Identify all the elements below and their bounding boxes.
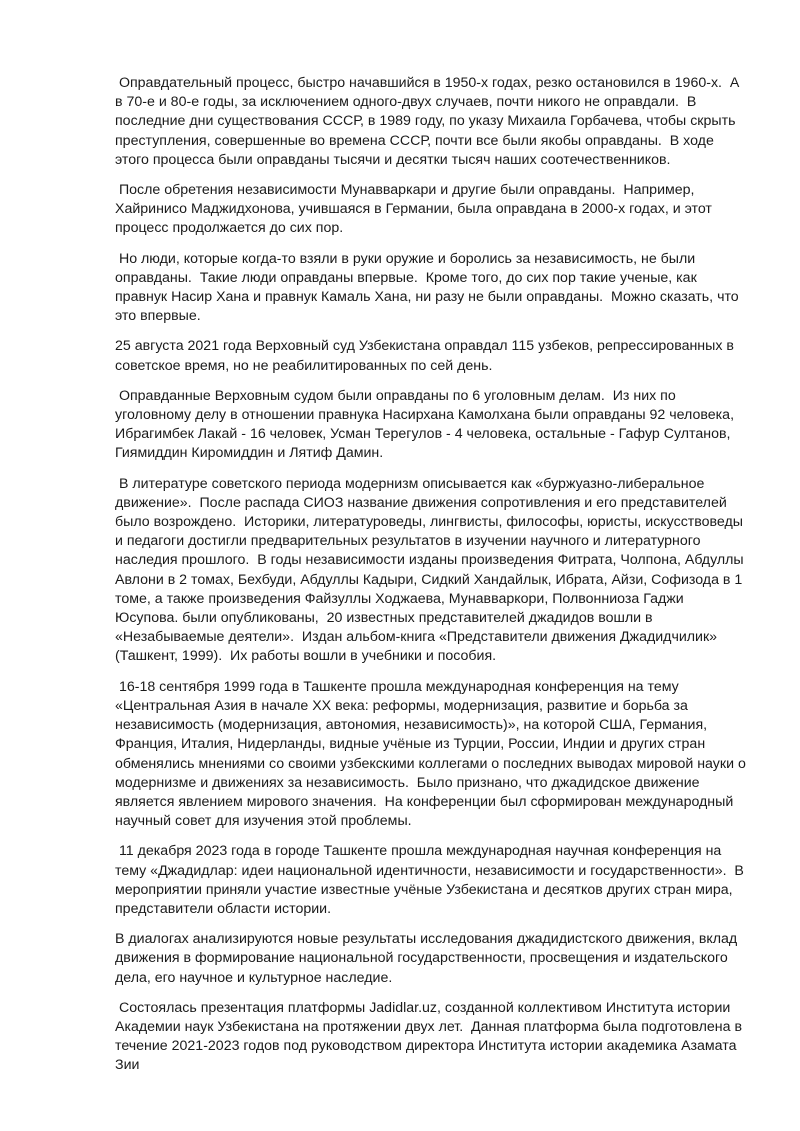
paragraph: Но люди, которые когда-то взяли в руки оружие и боролись за независимость, не были оправданы. Такие люди оправданы впервые. Кроме того, до сих пор такие ученые, как правнук Насир Хана и правнук Камаль Хана, ни разу не были оправданы. Можно сказать, что это впервые. <box>115 250 743 325</box>
paragraph: После обретения независимости Мунавваркари и другие были оправданы. Например, Хайринисо Маджидхонова, учившаяся в Германии, была оправдана в 2000-х годах, и этот процесс продолжается до сих пор. <box>115 182 716 237</box>
paragraph: В литературе советского периода модернизм описывается как «буржуазно-либеральное движение». После распада СИОЗ название движения сопротивления и его представителей было возрождено. Историки, литературоведы, лингвисты, философы, юристы, искусствоведы и педагоги достигли предварительных результатов в изучении научного и литературного наследия прошлого. В годы независимости изданы произведения Фитрата, Чолпона, Абдуллы Авлони в 2 томах, Бехбуди, Абдуллы Кадыри, Сидкий Хандайлык, Ибрата, Айзи, Софизода в 1 томе, а также произведения Файзуллы Ходжаева, Мунавваркори, Полвонниоза Гаджи Юсупова. были опубликованы, 20 известных представителей джадидов вошли в «Незабываемые деятели». Издан альбом-книга «Представители движения Джадидчилик» (Ташкент, 1999). Их работы вошли в учебники и пособия. <box>115 475 748 665</box>
paragraph: В диалогах анализируются новые результаты исследования джадидистского движения, вклад движения в формирование национальной государственности, просвещения и издательского дела, его научное и культурное наследие. <box>115 931 742 986</box>
paragraph: 11 декабря 2023 года в городе Ташкенте прошла международная научная конференция на тему «Джадидлар: идеи национальной идентичности, независимости и государственности». В мероприятии приняли участие известные учёные Узбекистана и десятков других стран мира, представители области истории. <box>115 843 748 917</box>
document-body <box>115 74 750 1087</box>
paragraph: Оправданные Верховным судом были оправданы по 6 уголовным делам. Из них по уголовному делу в отношении правнука Насирхана Камолхана были оправданы 92 человека, Ибрагимбек Лакай - 16 человек, Усман Терегулов - 4 человека, остальные - Гафур Султанов, Гиямиддин Киромиддин и Лятиф Дамин. <box>115 387 738 462</box>
paragraph: Оправдательный процесс, быстро начавшийся в 1950-х годах, резко остановился в 1960-х. А в 70-е и 80-е годы, за исключением одного-двух случаев, почти никого не оправдали. В последние дни существования СССР, в 1989 году, по указу Михаила Горбачева, чтобы скрыть преступления, совершенные во времена СССР, почти все были якобы оправданы. В ходе этого процесса были оправданы тысячи и десятки тысяч наших соотечественников. <box>115 75 744 168</box>
paragraph: 16-18 сентября 1999 года в Ташкенте прошла международная конференция на тему «Центральная Азия в начале XX века: реформы, модернизация, развитие и борьба за независимость (модернизация, автономия, независимость)», на которой США, Германия, Франция, Италия, Нидерланды, видные учёные из Турции, России, Индии и других стран обменялись мнениями со своими узбекскими коллегами о последних выводах мировой науки о модернизме и движениях за независимость. Было признано, что джадидское движение является явлением мирового значения. На конференции был сформирован международный научный совет для изучения этой проблемы. <box>115 678 750 830</box>
paragraph: Состоялась презентация платформы Jadidlar.uz, созданной коллективом Института истории Академии наук Узбекистана на протяжении двух лет. Данная платформа была подготовлена в течение 2021-2023 годов под руководством директора Института истории академика Азамата Зии <box>115 999 746 1074</box>
paragraph: 25 августа 2021 года Верховный суд Узбекистана оправдал 115 узбеков, репрессированных в советское время, но не реабилитированных по сей день. <box>115 338 738 374</box>
